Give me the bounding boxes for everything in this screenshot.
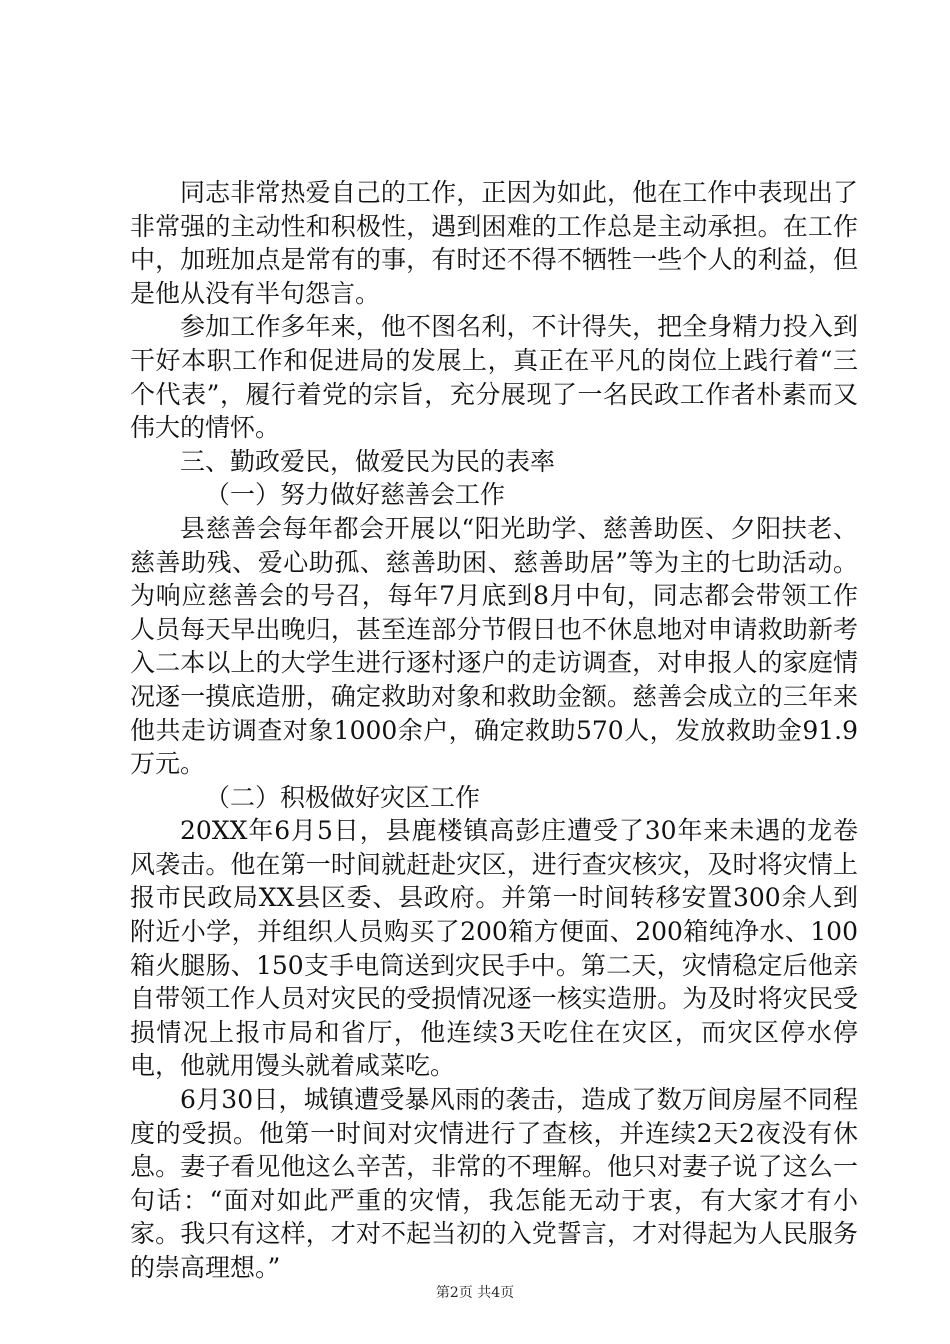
page-number-footer: 第2页 共4页 [435, 1285, 515, 1301]
paragraph-selfless-work: 参加工作多年来，他不图名利，不计得失，把全身精力投入到干好本职工作和促进局的发展上，真正在平凡的岗位上践行着“三个代表”，履行着党的宗旨，充分展现了一名民政工作者朴素而又伟大的情怀。 [130, 312, 858, 443]
subsection-heading-2: （二）积极做好灾区工作 [205, 782, 481, 812]
section-heading-3: 三、勤政爱民，做爱民为民的表率 [180, 446, 556, 476]
paragraph-charity: 县慈善会每年都会开展以“阳光助学、慈善助医、夕阳扶老、慈善助残、爱心助孤、慈善助困、慈善助居”等为主的七助活动。为响应慈善会的号召，每年7月底到8月中旬，同志都会带领工作人员每天早出晚归，甚至连部分节假日也不休息地对申请救助新考入二本以上的大学生进行逐村逐户的走访调查，对申报人的家庭情况逐一摸底造册，确定救助对象和救助金额。慈善会成立的三年来他共走访调查对象1000余户，确定救助570人，发放救助金91.9万元。 [130, 513, 858, 779]
paragraph-storm-relief: 6月30日，城镇遭受暴风雨的袭击，造成了数万间房屋不同程度的受损。他第一时间对灾情进行了查核，并连续2天2夜没有休息。妻子看见他这么辛苦，非常的不理解。他只对妻子说了这么一句话：“面对如此严重的灾情，我怎能无动于衷，有大家才有小家。我只有这样，才对不起当初的入党誓言，才对得起为人民服务的崇高理想。” [130, 1085, 858, 1282]
document-body [130, 176, 858, 1285]
paragraph-tornado-relief: 20XX年6月5日，县鹿楼镇高彭庄遭受了30年来未遇的龙卷风袭击。他在第一时间就赶赴灾区，进行查灾核灾，及时将灾情上报市民政局XX县区委、县政府。并第一时间转移安置300余人到附近小学，并组织人员购买了200箱方便面、200箱纯净水、100箱火腿肠、150支手电筒送到灾民手中。第二天，灾情稳定后他亲自带领工作人员对灾民的受损情况逐一核实造册。为及时将灾民受损情况上报市局和省厅，他连续3天吃住在灾区，而灾区停水停电，他就用馒头就着咸菜吃。 [130, 816, 858, 1081]
paragraph-dedication: 同志非常热爱自己的工作，正因为如此，他在工作中表现出了非常强的主动性和积极性，遇到困难的工作总是主动承担。在工作中，加班加点是常有的事，有时还不得不牺牲一些个人的利益，但是他从没有半句怨言。 [130, 178, 858, 308]
subsection-heading-1: （一）努力做好慈善会工作 [205, 480, 506, 510]
